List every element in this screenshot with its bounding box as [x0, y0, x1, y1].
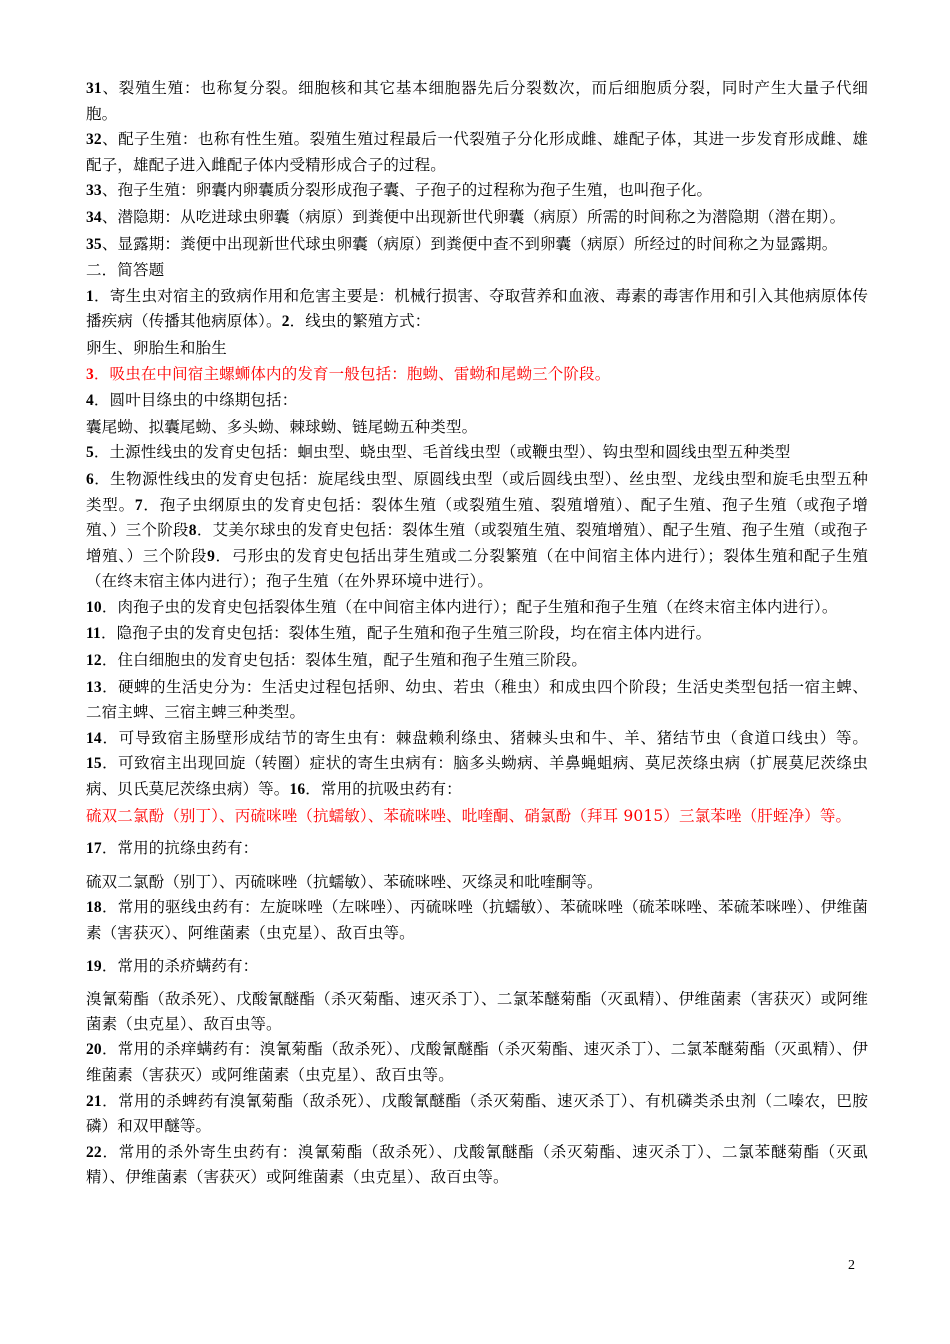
item-number: 16 [289, 781, 306, 799]
item-number: 19 [86, 957, 102, 975]
item-number: 3 [86, 365, 94, 383]
answer-2: 卵生、卵胎生和胎生 [86, 338, 227, 357]
item-number: 14 [86, 729, 102, 747]
item-text: 、显露期：粪便中出现新世代球虫卵囊（病原）到粪便中查不到卵囊（病原）所经过的时间称之为显露期。 [101, 234, 838, 253]
question-22 [86, 1140, 868, 1190]
question-13 [86, 675, 868, 725]
item-text: ．常用的抗绦虫药有： [101, 839, 259, 858]
question-4 [86, 388, 868, 414]
item-number: 1 [86, 287, 94, 305]
question-14-16 [86, 726, 868, 803]
item-number: 20 [86, 1041, 102, 1059]
item-number: 4 [86, 392, 94, 410]
answer-16-highlighted: 硫双二氯酚（别丁）、丙硫咪唑（抗蠕敏）、苯硫咪唑、吡喹酮、硝氯酚（拜耳 9015）三氯苯唑（肝蛭净）等。 [86, 806, 852, 825]
item-number: 22 [86, 1143, 102, 1161]
item-text: ．弓形虫的发育史包括出芽生殖或二分裂繁殖（在中间宿主体内进行）；裂体生殖和配子生殖（在终末宿主体内进行）；孢子生殖（在外界环境中进行）。 [86, 546, 869, 591]
item-number: 13 [86, 678, 102, 696]
question-10 [86, 595, 868, 621]
item-text: 、裂殖生殖：也称复分裂。细胞核和其它基本细胞器先后分裂数次，而后细胞质分裂，同时产生大量子代细胞。 [86, 79, 868, 123]
item-text: ．住白细胞虫的发育史包括：裂体生殖，配子生殖和孢子生殖三阶段。 [101, 651, 587, 670]
item-text: ．线虫的繁殖方式： [289, 312, 431, 331]
item-text: ．肉孢子虫的发育史包括裂体生殖（在中间宿主体内进行）；配子生殖和孢子生殖（在终末宿主体内进行）。 [101, 597, 838, 616]
item-number: 32 [86, 131, 102, 149]
question-3-highlighted [86, 362, 868, 388]
item-number: 18 [86, 899, 102, 917]
item-number: 5 [86, 444, 94, 462]
question-21 [86, 1089, 868, 1139]
page-number: 2 [848, 1258, 855, 1273]
item-text: ．隐孢子虫的发育史包括：裂体生殖，配子生殖和孢子生殖三阶段，均在宿主体内进行。 [100, 624, 712, 643]
answer-19: 溴氰菊酯（敌杀死）、戊酸氰醚酯（杀灭菊酯、速灭杀丁）、二氯苯醚菊酯（灭虱精）、伊维菌素（害获灭）或阿维菌素（虫克星）、敌百虫等。 [86, 990, 868, 1033]
question-12 [86, 648, 868, 674]
item-text: ．可致宿主出现回旋（转圈）症状的寄生虫病有：脑多头蚴病、羊鼻蝇蛆病、莫尼茨绦虫病（扩展莫尼茨绦虫病、贝氏莫尼茨绦虫病）等。 [86, 754, 868, 799]
item-number: 12 [86, 652, 102, 670]
document-body [86, 76, 868, 1191]
item-text: 、孢子生殖：卵囊内卵囊质分裂形成孢子囊、子孢子的过程称为孢子生殖，也叫孢子化。 [101, 181, 713, 200]
answer-4: 囊尾蚴、拟囊尾蚴、多头蚴、棘球蚴、链尾蚴五种类型。 [86, 417, 478, 436]
item-number: 8 [188, 522, 197, 540]
item-text: ．常用的杀蜱药有溴氰菊酯（敌杀死）、戊酸氰醚酯（杀灭菊酯、速灭杀丁）、有机磷类杀虫剂（二嗪农，巴胺磷）和双甲醚等。 [86, 1091, 868, 1136]
item-text: ．土源性线虫的发育史包括：蛔虫型、蛲虫型、毛首线虫型（或鞭虫型）、钩虫型和圆线虫型五种类型 [93, 443, 791, 462]
item-text: ．生物源性线虫的发育史包括：旋尾线虫型、原圆线虫型（或后圆线虫型）、丝虫型、龙线虫型和旋毛虫型五种类型。 [86, 469, 868, 514]
item-text: 、潜隐期：从吃进球虫卵囊（病原）到粪便中出现新世代卵囊（病原）所需的时间称之为潜隐期（潜在期）。 [101, 207, 846, 226]
question-20 [86, 1037, 868, 1087]
item-number: 15 [86, 755, 102, 773]
item-text: ．常用的抗吸虫药有： [305, 780, 462, 799]
item-number: 6 [86, 470, 94, 488]
item-number: 17 [86, 840, 102, 858]
item-text: ．吸虫在中间宿主螺蛳体内的发育一般包括：胞蚴、雷蚴和尾蚴三个阶段。 [93, 364, 611, 383]
item-text: ．艾美尔球虫的发育史包括：裂体生殖（或裂殖生殖、裂殖增殖）、配子生殖、孢子生殖（或孢子增殖、）三个阶段 [86, 521, 868, 565]
item-number: 21 [86, 1092, 102, 1110]
item-number: 34 [86, 208, 102, 226]
item-text: ．常用的驱线虫药有：左旋咪唑（左咪唑）、丙硫咪唑（抗蠕敏）、苯硫咪唑（硫苯咪唑、苯硫苯咪唑）、伊维菌素（害获灭）、阿维菌素（虫克星）、敌百虫等。 [86, 898, 868, 942]
section-heading: 二．简答题 [86, 261, 165, 280]
item-text: ．寄生虫对宿主的致病作用和危害主要是：机械行损害、夺取营养和血液、毒素的毒害作用和引入其他病原体传播疾病（传播其他病原体）。 [86, 286, 868, 331]
item-text: ．常用的杀疥螨药有： [101, 956, 259, 975]
item-text: ．圆叶目绦虫的中绦期包括： [93, 391, 298, 410]
item-number: 35 [86, 235, 102, 253]
question-19 [86, 954, 868, 980]
item-text: ．孢子虫纲原虫的发育史包括：裂体生殖（或裂殖生殖、裂殖增殖）、配子生殖、孢子生殖（或孢子增殖、）三个阶段 [86, 495, 868, 540]
definition-31 [86, 76, 868, 126]
question-1-2 [86, 284, 868, 335]
question-6-9 [86, 467, 868, 594]
item-text: ．常用的杀痒螨药有：溴氰菊酯（敌杀死）、戊酸氰醚酯（杀灭菊酯、速灭杀丁）、二氯苯醚菊酯（灭虱精）、伊维菌素（害获灭）或阿维菌素（虫克星）、敌百虫等。 [86, 1040, 868, 1084]
definition-33 [86, 178, 868, 204]
item-number: 2 [281, 313, 290, 331]
definition-35 [86, 232, 868, 258]
item-number: 9 [207, 547, 216, 565]
question-11 [86, 621, 868, 647]
item-text: 、配子生殖：也称有性生殖。裂殖生殖过程最后一代裂殖子分化形成雌、雄配子体，其进一步发育形成雌、雄配子，雄配子进入雌配子体内受精形成合子的过程。 [86, 130, 868, 174]
item-text: ．可导致宿主肠壁形成结节的寄生虫有：棘盘赖利绦虫、猪棘头虫和牛、羊、猪结节虫（食道口线虫）等。 [101, 728, 868, 747]
item-number: 7 [134, 496, 143, 514]
item-text: ．硬蜱的生活史分为：生活史过程包括卵、幼虫、若虫（稚虫）和成虫四个阶段；生活史类型包括一宿主蜱、二宿主蜱、三宿主蜱三种类型。 [86, 677, 868, 722]
definition-34 [86, 205, 868, 231]
item-number: 11 [86, 625, 101, 643]
item-number: 10 [86, 598, 102, 616]
item-number: 33 [86, 182, 102, 200]
definition-32 [86, 127, 868, 177]
item-number: 31 [86, 80, 102, 97]
question-17 [86, 836, 868, 862]
item-text: ．常用的杀外寄生虫药有：溴氰菊酯（敌杀死）、戊酸氰醚酯（杀灭菊酯、速灭杀丁）、二氯苯醚菊酯（灭虱精）、伊维菌素（害获灭）或阿维菌素（虫克星）、敌百虫等。 [86, 1142, 868, 1187]
answer-17: 硫双二氯酚（别丁）、丙硫咪唑（抗蠕敏）、苯硫咪唑、灭绦灵和吡喹酮等。 [86, 872, 603, 891]
question-18 [86, 895, 868, 945]
question-5 [86, 440, 868, 466]
